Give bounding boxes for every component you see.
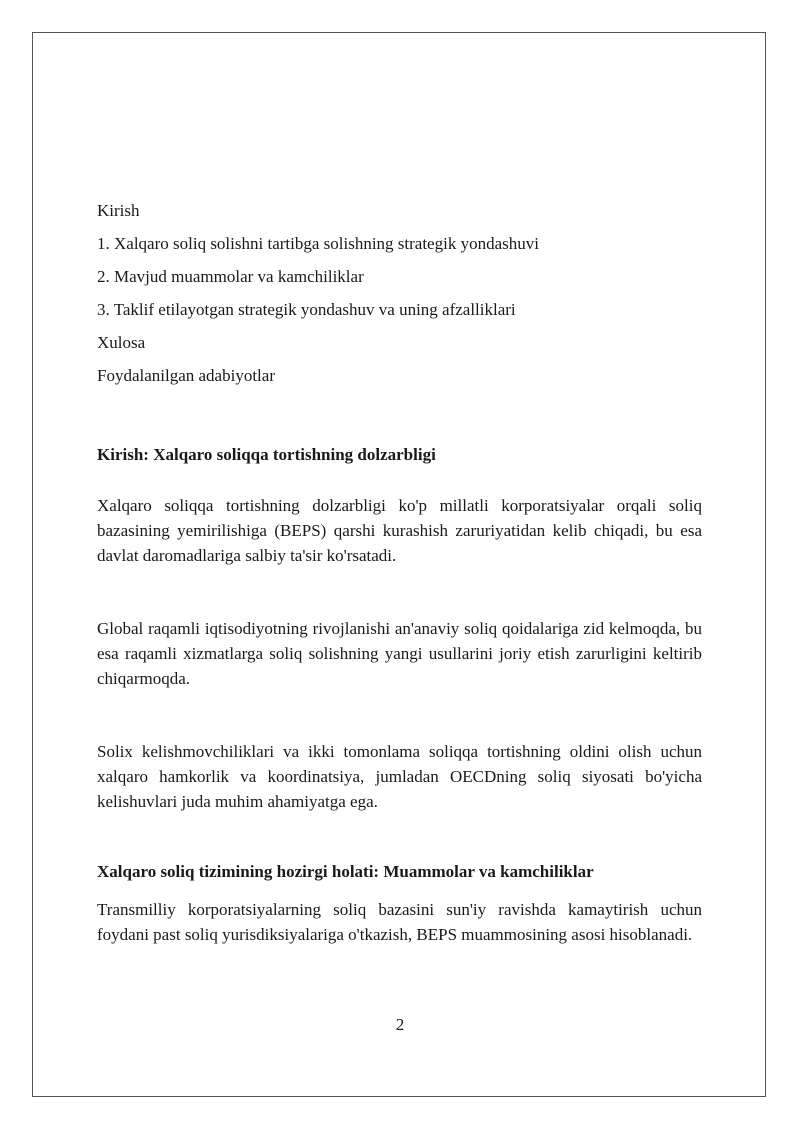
table-of-contents: [97, 200, 702, 398]
toc-item-conclusion: Xulosa: [97, 333, 146, 352]
spacer: [97, 398, 702, 444]
document-body: [97, 200, 702, 947]
section-heading-intro: Kirish: Xalqaro soliqqa tortishning dolzarbligi: [97, 445, 436, 464]
page-number: 2: [395, 1015, 405, 1034]
toc-item-intro: Kirish: [97, 201, 140, 220]
toc-item-2: 2. Mavjud muammolar va kamchiliklar: [97, 267, 364, 286]
paragraph: Global raqamli iqtisodiyotning rivojlanishi an'anaviy soliq qoidalariga zid kelmoqda, bu esa raqamli xizmatlarga soliq solishning yangi usullarini joriy etish zarurligini keltirib chiqarmoqda.: [97, 619, 702, 688]
toc-item-1: 1. Xalqaro soliq solishni tartibga solishning strategik yondashuvi: [97, 234, 539, 253]
section-intro: [97, 444, 702, 814]
section-current-state: [97, 861, 702, 947]
toc-item-3: 3. Taklif etilayotgan strategik yondashuv va uning afzalliklari: [97, 300, 516, 319]
paragraph: Solix kelishmovchiliklari va ikki tomonlama soliqqa tortishning oldini olish uchun xalqaro hamkorlik va koordinatsiya, jumladan OECDning soliq siyosati bo'yicha kelishuvlari juda muhim ahamiyatga ega.: [97, 742, 702, 811]
spacer: [97, 814, 702, 861]
paragraph: Xalqaro soliqqa tortishning dolzarbligi ko'p millatli korporatsiyalar orqali soliq bazasining yemirilishiga (BEPS) qarshi kurashish zaruriyatidan kelib chiqadi, bu esa davlat daromadlariga salbiy ta'sir ko'rsatadi.: [97, 496, 702, 565]
paragraph: Transmilliy korporatsiyalarning soliq bazasini sun'iy ravishda kamaytirish uchun foydani past soliq yurisdiksiyalariga o'tkazish, BEPS muammosining asosi hisoblanadi.: [97, 900, 702, 944]
spacer: [97, 691, 702, 739]
toc-item-references: Foydalanilgan adabiyotlar: [97, 366, 275, 385]
section-heading-current-state: Xalqaro soliq tizimining hozirgi holati: Muammolar va kamchiliklar: [97, 862, 594, 881]
spacer: [97, 568, 702, 616]
